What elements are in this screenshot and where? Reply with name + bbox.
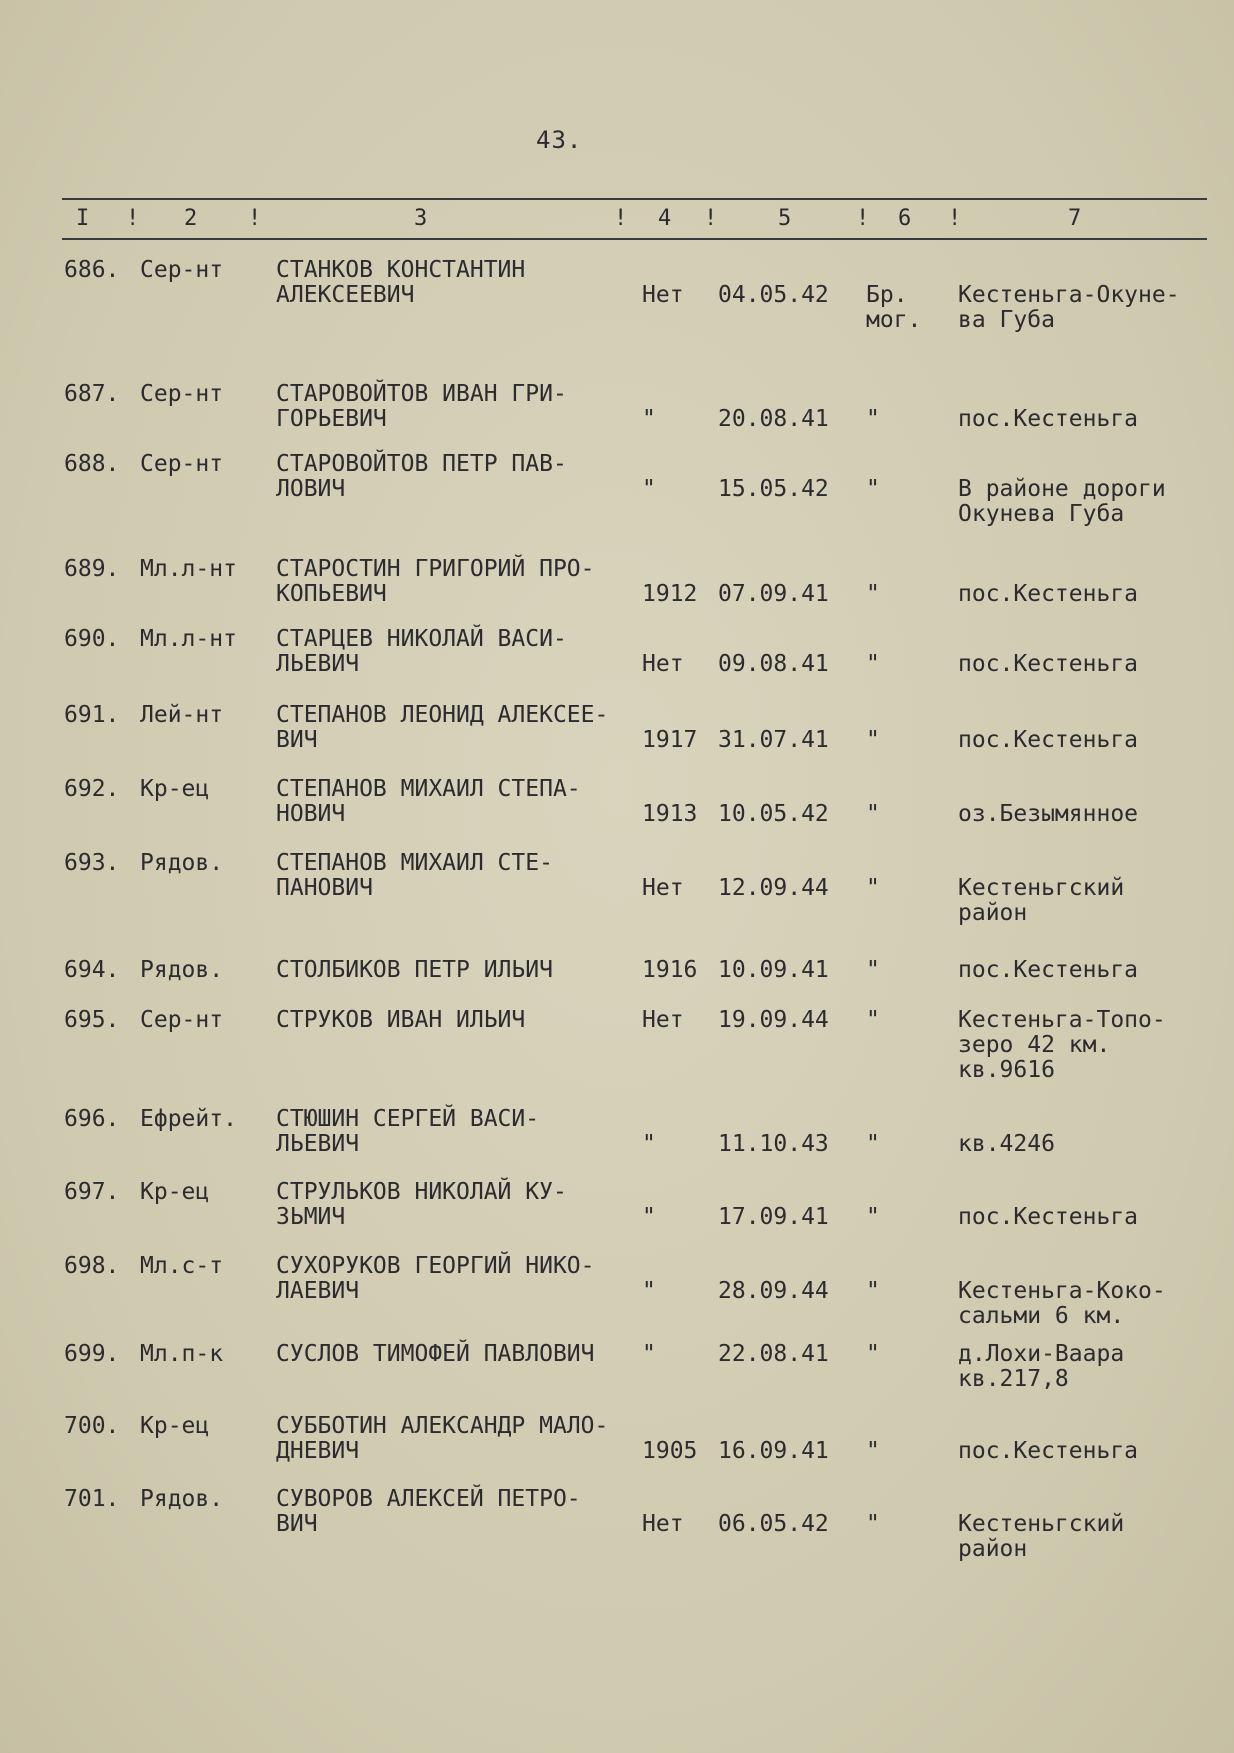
record-burial-type: " [866, 1204, 880, 1230]
column-separator: ! [948, 206, 962, 231]
record-number: 697. [64, 1179, 120, 1205]
record-birth-year: 1905 [642, 1438, 698, 1464]
record-number: 700. [64, 1413, 120, 1439]
record-rank: Сер-нт [140, 381, 224, 407]
record-burial-place: пос.Кестеньга [958, 406, 1139, 432]
record-burial-place: пос.Кестеньга [958, 957, 1139, 983]
record-rank: Мл.с-т [140, 1253, 224, 1279]
record-burial-place: д.Лохи-Ваара кв.217,8 [958, 1341, 1125, 1392]
record-birth-year: 1917 [642, 727, 698, 753]
record-number: 689. [64, 556, 120, 582]
record-number: 687. [64, 381, 120, 407]
column-separator: ! [126, 206, 140, 231]
record-death-date: 16.09.41 [718, 1438, 829, 1464]
column-separator: ! [704, 206, 718, 231]
record-rank: Рядов. [140, 850, 224, 876]
record-birth-year: " [642, 1341, 656, 1367]
record-birth-year: " [642, 406, 656, 432]
record-rank: Сер-нт [140, 1007, 224, 1033]
record-burial-place: пос.Кестеньга [958, 1204, 1139, 1230]
column-separator: ! [856, 206, 870, 231]
record-number: 691. [64, 702, 120, 728]
record-rank: Ефрейт. [140, 1106, 237, 1132]
record-burial-place: пос.Кестеньга [958, 651, 1139, 677]
column-separator: ! [614, 206, 628, 231]
record-burial-type: " [866, 476, 880, 502]
record-death-date: 28.09.44 [718, 1278, 829, 1304]
record-rank: Мл.л-нт [140, 626, 237, 652]
record-name: СТОЛБИКОВ ПЕТР ИЛЬИЧ [276, 957, 553, 983]
record-death-date: 20.08.41 [718, 406, 829, 432]
record-death-date: 17.09.41 [718, 1204, 829, 1230]
record-rank: Кр-ец [140, 776, 210, 802]
record-burial-type: " [866, 1341, 880, 1367]
record-birth-year: Нет [642, 282, 684, 308]
record-name: СТРУЛЬКОВ НИКОЛАЙ КУ- ЗЬМИЧ [276, 1179, 567, 1230]
record-number: 698. [64, 1253, 120, 1279]
record-burial-type: " [866, 957, 880, 983]
record-rank: Рядов. [140, 957, 224, 983]
record-burial-place: Кестеньга-Коко- сальми 6 км. [958, 1278, 1166, 1329]
record-burial-type: " [866, 651, 880, 677]
record-death-date: 10.09.41 [718, 957, 829, 983]
record-name: СТЕПАНОВ ЛЕОНИД АЛЕКСЕЕ- ВИЧ [276, 702, 609, 753]
record-burial-place: кв.4246 [958, 1131, 1055, 1157]
record-birth-year: 1913 [642, 801, 698, 827]
record-burial-type: Бр. мог. [866, 282, 922, 333]
column-header-4: 4 [658, 206, 672, 231]
record-number: 693. [64, 850, 120, 876]
record-number: 696. [64, 1106, 120, 1132]
column-header-3: 3 [414, 206, 428, 231]
column-header-2: 2 [184, 206, 198, 231]
record-burial-place: оз.Безымянное [958, 801, 1139, 827]
record-burial-place: В районе дороги Окунева Губа [958, 476, 1166, 527]
record-birth-year: " [642, 1204, 656, 1230]
record-death-date: 31.07.41 [718, 727, 829, 753]
record-birth-year: Нет [642, 1511, 684, 1537]
record-number: 695. [64, 1007, 120, 1033]
record-burial-type: " [866, 1007, 880, 1033]
record-burial-type: " [866, 1438, 880, 1464]
record-death-date: 11.10.43 [718, 1131, 829, 1157]
record-name: СТАРОВОЙТОВ ПЕТР ПАВ- ЛОВИЧ [276, 451, 567, 502]
record-birth-year: " [642, 1131, 656, 1157]
record-birth-year: 1912 [642, 581, 698, 607]
record-name: СТЕПАНОВ МИХАИЛ СТЕПА- НОВИЧ [276, 776, 581, 827]
record-burial-type: " [866, 1131, 880, 1157]
column-header-5: 5 [778, 206, 792, 231]
record-burial-type: " [866, 875, 880, 901]
record-death-date: 06.05.42 [718, 1511, 829, 1537]
record-death-date: 10.05.42 [718, 801, 829, 827]
record-burial-place: Кестеньга-Окуне- ва Губа [958, 282, 1180, 333]
record-birth-year: 1916 [642, 957, 698, 983]
record-birth-year: " [642, 1278, 656, 1304]
record-rank: Кр-ец [140, 1179, 210, 1205]
record-name: СТАРОСТИН ГРИГОРИЙ ПРО- КОПЬЕВИЧ [276, 556, 595, 607]
column-header-7: 7 [1068, 206, 1082, 231]
column-header-6: 6 [898, 206, 912, 231]
record-death-date: 07.09.41 [718, 581, 829, 607]
record-number: 692. [64, 776, 120, 802]
record-death-date: 15.05.42 [718, 476, 829, 502]
record-rank: Мл.л-нт [140, 556, 237, 582]
record-name: СУХОРУКОВ ГЕОРГИЙ НИКО- ЛАЕВИЧ [276, 1253, 595, 1304]
record-burial-type: " [866, 1278, 880, 1304]
record-burial-type: " [866, 581, 880, 607]
record-rank: Лей-нт [140, 702, 224, 728]
record-burial-place: Кестеньгский район [958, 1511, 1125, 1562]
record-number: 690. [64, 626, 120, 652]
record-death-date: 12.09.44 [718, 875, 829, 901]
record-burial-place: пос.Кестеньга [958, 1438, 1139, 1464]
record-number: 701. [64, 1486, 120, 1512]
record-rank: Сер-нт [140, 451, 224, 477]
record-death-date: 04.05.42 [718, 282, 829, 308]
record-death-date: 19.09.44 [718, 1007, 829, 1033]
header-top-rule [62, 198, 1207, 200]
record-burial-type: " [866, 727, 880, 753]
column-header-row [62, 206, 1207, 234]
column-header-1: I [76, 206, 90, 231]
record-birth-year: " [642, 476, 656, 502]
record-name: СТЮШИН СЕРГЕЙ ВАСИ- ЛЬЕВИЧ [276, 1106, 540, 1157]
record-name: СУББОТИН АЛЕКСАНДР МАЛО- ДНЕВИЧ [276, 1413, 609, 1464]
record-number: 688. [64, 451, 120, 477]
record-burial-type: " [866, 406, 880, 432]
record-burial-type: " [866, 801, 880, 827]
record-rank: Сер-нт [140, 257, 224, 283]
record-name: СТАРОВОЙТОВ ИВАН ГРИ- ГОРЬЕВИЧ [276, 381, 567, 432]
record-burial-place: пос.Кестеньга [958, 581, 1139, 607]
record-death-date: 22.08.41 [718, 1341, 829, 1367]
record-name: СТАРЦЕВ НИКОЛАЙ ВАСИ- ЛЬЕВИЧ [276, 626, 567, 677]
record-burial-place: Кестеньга-Топо- зеро 42 км. кв.9616 [958, 1007, 1166, 1083]
record-rank: Мл.п-к [140, 1341, 224, 1367]
record-burial-place: пос.Кестеньга [958, 727, 1139, 753]
record-birth-year: Нет [642, 875, 684, 901]
page-number: 43. [536, 126, 583, 154]
record-rank: Кр-ец [140, 1413, 210, 1439]
record-name: СТАНКОВ КОНСТАНТИН АЛЕКСЕЕВИЧ [276, 257, 526, 308]
column-separator: ! [248, 206, 262, 231]
record-burial-type: " [866, 1511, 880, 1537]
record-birth-year: Нет [642, 651, 684, 677]
record-name: СУВОРОВ АЛЕКСЕЙ ПЕТРО- ВИЧ [276, 1486, 581, 1537]
record-name: СТРУКОВ ИВАН ИЛЬИЧ [276, 1007, 526, 1033]
header-bottom-rule [62, 238, 1207, 240]
record-birth-year: Нет [642, 1007, 684, 1033]
record-burial-place: Кестеньгский район [958, 875, 1125, 926]
record-name: СТЕПАНОВ МИХАИЛ СТЕ- ПАНОВИЧ [276, 850, 553, 901]
record-death-date: 09.08.41 [718, 651, 829, 677]
record-number: 694. [64, 957, 120, 983]
record-rank: Рядов. [140, 1486, 224, 1512]
record-number: 699. [64, 1341, 120, 1367]
record-number: 686. [64, 257, 120, 283]
record-name: СУСЛОВ ТИМОФЕЙ ПАВЛОВИЧ [276, 1341, 595, 1367]
